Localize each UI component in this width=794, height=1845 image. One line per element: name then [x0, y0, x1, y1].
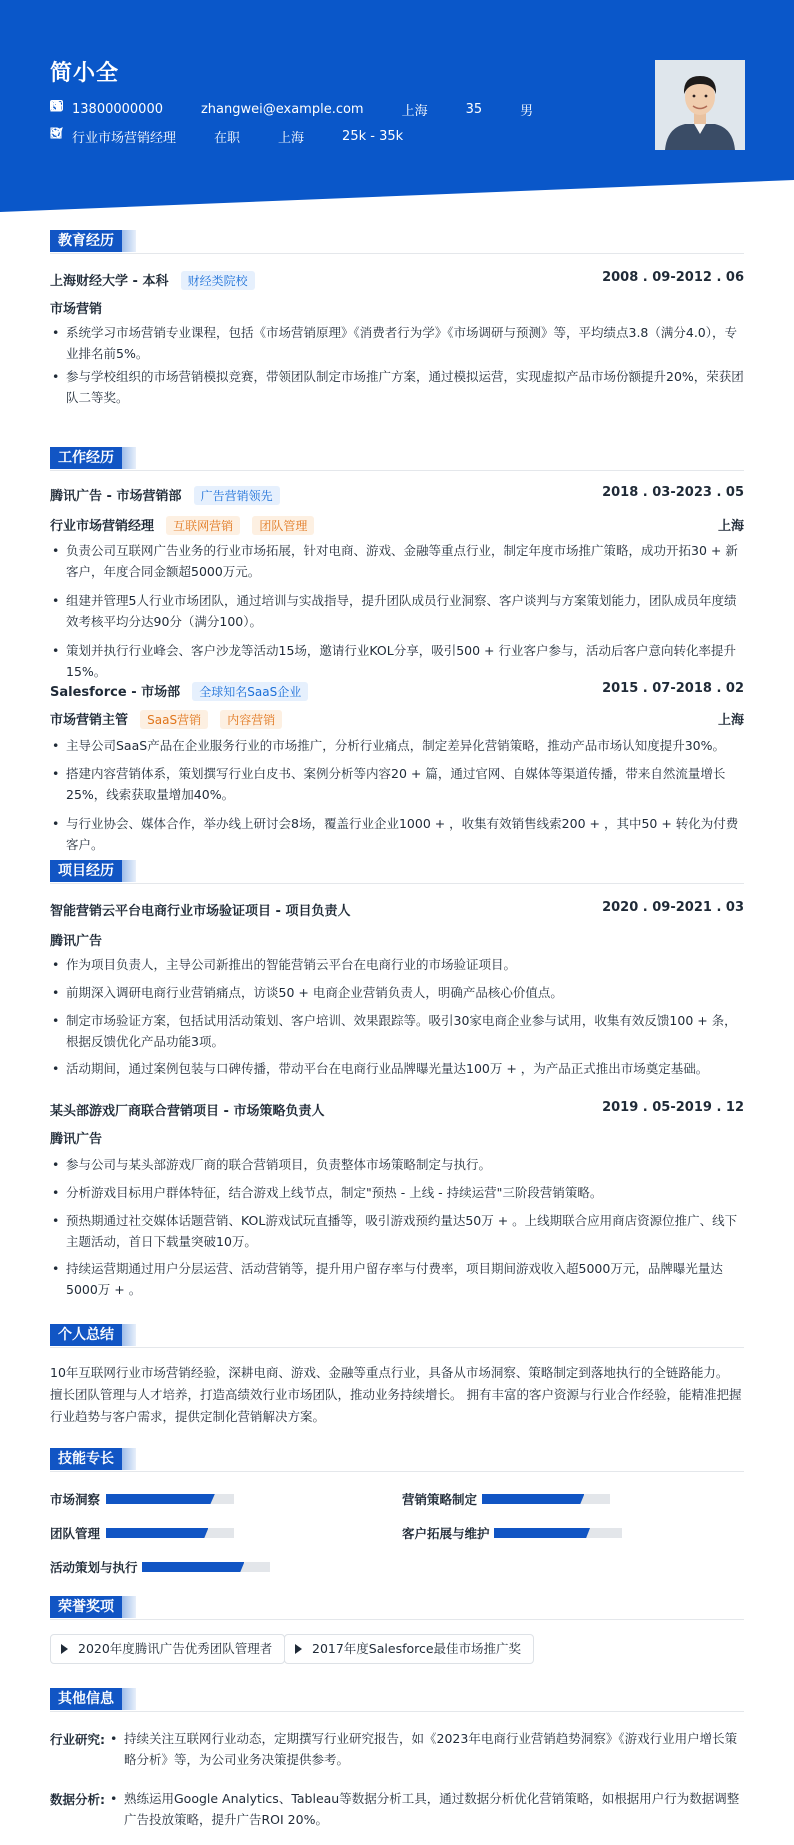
education-major: 市场营销 — [50, 302, 103, 317]
education-bullet: • 参与学校组织的市场营销模拟竞赛，带领团队制定市场推广方案，通过模拟运营，实现虚拟产品市场份额提升20%，荣获团队二等奖。 — [50, 366, 744, 408]
project-bullet: • 制定市场验证方案，包括试用活动策划、客户培训、效果跟踪等。吸引30家电商企业参与试用，收集有效反馈100 + 条，根据反馈优化产品功能3项。 — [50, 1010, 744, 1052]
summary-section-title — [50, 1322, 744, 1348]
phone-text: 13800000000 — [72, 102, 163, 117]
project-section-title — [50, 858, 744, 884]
skill-bar-fill — [494, 1528, 590, 1538]
work-section-title — [50, 445, 744, 471]
company-tag: 全球知名SaaS企业 — [192, 682, 308, 701]
skills-title-text: 技能专长 — [50, 1448, 122, 1470]
project-title-text: 项目经历 — [50, 860, 122, 882]
skill-name: 客户拓展与维护 — [402, 1526, 490, 1541]
school-tag: 财经类院校 — [181, 271, 255, 290]
position-name: 行业市场营销经理 — [50, 519, 155, 534]
status-text: 在职 — [214, 131, 241, 146]
gender-item — [498, 100, 533, 119]
company-name: Salesforce - 市场部 — [50, 685, 181, 700]
skill-tag: 团队管理 — [252, 516, 314, 535]
money-icon — [320, 129, 336, 145]
award-card — [50, 1634, 285, 1664]
work-city: 上海 — [717, 713, 744, 728]
skill-bar — [106, 1528, 234, 1538]
project-title: 智能营销云平台电商行业市场验证项目 - 项目负责人 — [50, 904, 351, 919]
project-org: 腾讯广告 — [50, 934, 103, 949]
skill-name: 团队管理 — [50, 1526, 101, 1541]
education-title-text: 教育经历 — [50, 230, 122, 252]
email-text: zhangwei@example.com — [200, 102, 364, 117]
resume-header — [0, 0, 794, 215]
awards-section-title — [50, 1594, 744, 1620]
cake-icon — [444, 102, 460, 118]
job-item — [50, 127, 176, 146]
skill-bar-fill — [106, 1528, 208, 1538]
city-text: 上海 — [401, 104, 428, 119]
project-bullet: • 作为项目负责人，主导公司新推出的智能营销云平台在电商行业的市场验证项目。 — [50, 954, 744, 975]
summary-title-text: 个人总结 — [50, 1324, 122, 1346]
company-name: 腾讯广告 - 市场营销部 — [50, 489, 182, 504]
work-position-row — [50, 709, 744, 729]
skill-name: 活动策划与执行 — [50, 1560, 138, 1575]
gear-icon — [192, 129, 208, 145]
basic-info-row — [50, 100, 549, 119]
work-company-row — [50, 681, 744, 701]
age-item — [444, 102, 483, 118]
project-section — [50, 858, 744, 1298]
work-date: 2018 . 03-2023 . 05 — [602, 485, 744, 500]
skill-tag: 互联网营销 — [166, 516, 240, 535]
skill-bar-fill — [482, 1494, 584, 1504]
skills-section — [50, 1446, 744, 1586]
project-date: 2019 . 05-2019 . 12 — [602, 1100, 744, 1115]
work-position-row — [50, 515, 744, 535]
other-label: 行业研究: — [50, 1732, 105, 1747]
intent-city-text: 上海 — [278, 131, 305, 146]
position-name: 市场营销主管 — [50, 713, 129, 728]
play-icon — [295, 1644, 302, 1654]
intent-city-item — [256, 127, 304, 146]
email-item — [179, 102, 364, 118]
work-bullet: • 组建并管理5人行业市场团队，通过培训与实战指导，提升团队成员行业洞察、客户谈判与方案策划能力，团队成员年度绩效考核平均分达90分（满分100）。 — [50, 590, 744, 632]
awards-title-text: 荣誉奖项 — [50, 1596, 122, 1618]
education-section-title — [50, 228, 744, 254]
city-item — [380, 100, 428, 119]
summary-section — [50, 1322, 744, 1422]
avatar-photo — [655, 60, 745, 150]
mail-icon — [179, 102, 195, 118]
summary-text: 10年互联网行业市场营销经验，深耕电商、游戏、金融等重点行业，具备从市场洞察、策略制定到落地执行的全链路能力。 擅长团队管理与人才培养，打造高绩效行业市场团队，推动业务持续增长。 拥有丰富的客户资源与行业合作经验，能精准把握行业趋势与客户需求，提供定制化营销解决方案。 — [50, 1365, 742, 1424]
education-section — [50, 228, 744, 405]
project-date: 2020 . 09-2021 . 03 — [602, 900, 744, 915]
candidate-name: 简小全 — [50, 61, 120, 86]
award-card — [284, 1634, 534, 1664]
skill-bar — [482, 1494, 610, 1504]
work-bullet: • 负责公司互联网广告业务的行业市场拓展，针对电商、游戏、金融等重点行业，制定年度市场推广策略，成功开拓30 + 新客户，年度合同金额超5000万元。 — [50, 540, 744, 582]
project-title-row — [50, 1100, 744, 1119]
school-name: 上海财经大学 - 本科 — [50, 274, 169, 289]
building-icon — [256, 129, 272, 145]
age-text: 35 — [465, 102, 483, 117]
company-tag: 广告营销领先 — [194, 486, 280, 505]
project-bullet: • 参与公司与某头部游戏厂商的联合营销项目，负责整体市场策略制定与执行。 — [50, 1154, 744, 1175]
gender-text: 男 — [520, 104, 534, 119]
project-bullet: • 持续运营期通过用户分层运营、活动营销等，提升用户留存率与付费率，项目期间游戏收入超5000万元，品牌曝光量达5000万 + 。 — [50, 1258, 744, 1300]
skill-bar — [142, 1562, 270, 1572]
other-label: 数据分析: — [50, 1792, 105, 1807]
other-text: • 熟练运用Google Analytics、Tableau等数据分析工具，通过数据分析优化营销策略，如根据用户行为数据调整广告投放策略，提升广告ROI 20%。 — [108, 1788, 744, 1830]
project-title-row — [50, 900, 744, 919]
skill-tag: 内容营销 — [220, 710, 282, 729]
gender-icon — [498, 102, 514, 118]
work-title-text: 工作经历 — [50, 447, 122, 469]
skill-tag: SaaS营销 — [140, 710, 208, 729]
home-icon — [380, 102, 396, 118]
skill-bar — [106, 1494, 234, 1504]
award-text: 2017年度Salesforce最佳市场推广奖 — [312, 1641, 522, 1656]
intent-info-row — [50, 127, 419, 146]
project-bullet: • 前期深入调研电商行业营销痛点，访谈50 + 电商企业营销负责人，明确产品核心价值点。 — [50, 982, 744, 1003]
skill-name: 营销策略制定 — [402, 1492, 478, 1507]
education-date: 2008 . 09-2012 . 06 — [602, 270, 744, 285]
job-text: 行业市场营销经理 — [72, 131, 177, 146]
award-text: 2020年度腾讯广告优秀团队管理者 — [78, 1641, 273, 1656]
project-bullet: • 分析游戏目标用户群体特征，结合游戏上线节点，制定"预热 - 上线 - 持续运营"三阶段营销策略。 — [50, 1182, 744, 1203]
work-bullet: • 搭建内容营销体系，策划撰写行业白皮书、案例分析等内容20 + 篇，通过官网、自媒体等渠道传播，带来自然流量增长25%，线索获取量增加40%。 — [50, 763, 744, 805]
skill-name: 市场洞察 — [50, 1492, 101, 1507]
other-section-title — [50, 1686, 744, 1712]
work-city: 上海 — [717, 519, 744, 534]
project-org: 腾讯广告 — [50, 1132, 103, 1147]
salary-item — [320, 129, 403, 145]
work-company-row — [50, 485, 744, 505]
skill-bar-fill — [106, 1494, 215, 1504]
other-title-text: 其他信息 — [50, 1688, 122, 1710]
work-section — [50, 445, 744, 852]
work-bullet: • 策划并执行行业峰会、客户沙龙等活动15场，邀请行业KOL分享，吸引500 + 行业客户参与，活动后客户意向转化率提升15%。 — [50, 640, 744, 682]
skills-section-title — [50, 1446, 744, 1472]
work-bullet: • 与行业协会、媒体合作，举办线上研讨会8场，覆盖行业企业1000 + ，收集有效销售线索200 + ，其中50 + 转化为付费客户。 — [50, 813, 744, 855]
awards-section — [50, 1594, 744, 1674]
salary-text: 25k - 35k — [342, 129, 404, 144]
project-title: 某头部游戏厂商联合营销项目 - 市场策略负责人 — [50, 1104, 325, 1119]
phone-item — [50, 102, 163, 118]
education-school-row — [50, 270, 744, 290]
other-text: • 持续关注互联网行业动态，定期撰写行业研究报告，如《2023年电商行业营销趋势洞察》《游戏行业用户增长策略分析》等，为公司业务决策提供参考。 — [108, 1728, 744, 1770]
project-bullet: • 预热期通过社交媒体话题营销、KOL游戏试玩直播等，吸引游戏预约量达50万 + 。上线期联合应用商店资源位推广、线下主题活动，首日下载量突破10万。 — [50, 1210, 744, 1252]
skill-bar-fill — [142, 1562, 244, 1572]
work-bullet: • 主导公司SaaS产品在企业服务行业的市场推广，分析行业痛点，制定差异化营销策略，推动产品市场认知度提升30%。 — [50, 735, 744, 756]
play-icon — [61, 1644, 68, 1654]
project-bullet: • 活动期间，通过案例包装与口碑传播，带动平台在电商行业品牌曝光量达100万 + ，为产品正式推出市场奠定基础。 — [50, 1058, 744, 1079]
status-item — [192, 127, 240, 146]
skill-bar — [494, 1528, 622, 1538]
work-date: 2015 . 07-2018 . 02 — [602, 681, 744, 696]
education-bullet: • 系统学习市场营销专业课程，包括《市场营销原理》《消费者行为学》《市场调研与预测》等，平均绩点3.8（满分4.0），专业排名前5%。 — [50, 322, 744, 364]
other-section — [50, 1686, 744, 1836]
